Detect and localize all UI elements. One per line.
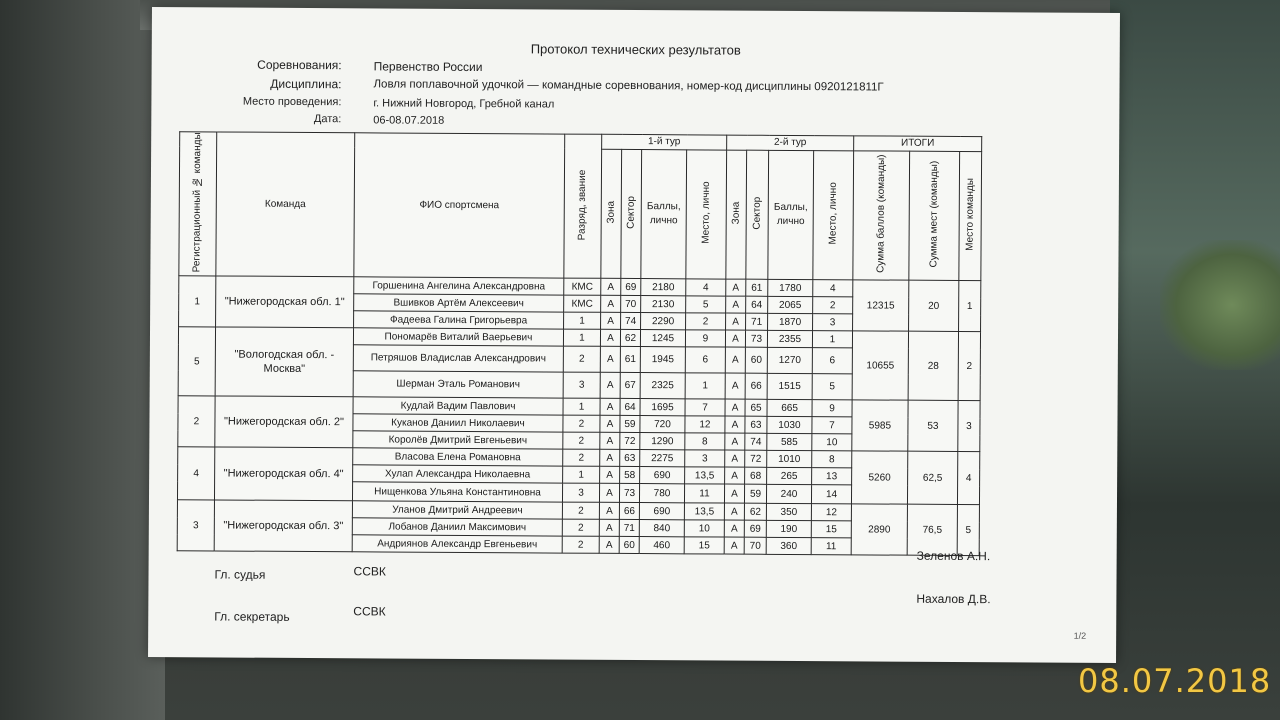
team-name: "Нижегородская обл. 2" [215, 396, 353, 448]
team-sum-points: 12315 [853, 280, 909, 331]
points-1: 1695 [640, 399, 685, 416]
sector-1: 66 [619, 502, 639, 519]
page-number: 1/2 [1073, 630, 1087, 641]
reg-number: 3 [177, 500, 214, 551]
athlete-name: Власова Елена Романовна [353, 448, 563, 466]
judge-category: ССВК [353, 564, 386, 579]
team-sum-points: 10655 [852, 331, 908, 400]
team-sum-places: 76,5 [907, 504, 957, 555]
place-1: 10 [684, 520, 724, 537]
zone-2: А [725, 399, 745, 416]
header-round1: 1-й тур [602, 134, 727, 150]
place-2: 15 [811, 521, 851, 538]
athlete-rank: 3 [562, 483, 599, 502]
sector-1: 74 [621, 312, 641, 329]
team-sum-places: 62,5 [907, 451, 957, 504]
sector-2: 66 [745, 373, 767, 399]
zone-2: А [724, 537, 744, 554]
sector-1: 62 [620, 329, 640, 346]
team-place: 3 [958, 400, 980, 451]
zone-1: А [600, 466, 620, 483]
header-points-2: Баллы, лично [768, 150, 814, 280]
document-title: Протокол технических результатов [530, 41, 741, 58]
place-1: 8 [685, 433, 725, 450]
athlete-name: Вшивков Артём Алексеевич [354, 294, 564, 312]
team-sum-places: 28 [908, 331, 958, 400]
judge-name: Зеленов А.Н. [916, 548, 991, 564]
athlete-rank: 3 [563, 372, 600, 398]
place-2: 3 [813, 314, 853, 331]
meta-value-date: 06-08.07.2018 [373, 114, 445, 127]
place-1: 7 [685, 399, 725, 416]
sector-1: 72 [620, 432, 640, 449]
reg-number: 2 [178, 396, 215, 447]
place-1: 6 [685, 347, 725, 373]
points-1: 2275 [640, 450, 685, 467]
zone-1: А [600, 449, 620, 466]
zone-2: А [725, 450, 745, 467]
team-sum-places: 53 [908, 400, 958, 451]
place-1: 4 [686, 279, 726, 296]
zone-2: А [726, 296, 746, 313]
points-1: 460 [639, 537, 684, 554]
place-2: 6 [812, 348, 852, 374]
athlete-name: Хулап Александра Николаевна [353, 465, 563, 483]
place-1: 13,5 [684, 503, 724, 520]
place-1: 3 [685, 450, 725, 467]
header-rank: Разряд, звание [564, 134, 602, 278]
sector-2: 65 [745, 399, 767, 416]
judge-label: Гл. судья [214, 567, 266, 582]
points-1: 2180 [641, 279, 686, 296]
zone-2: А [725, 330, 745, 347]
points-2: 2355 [767, 330, 812, 347]
team-sum-places: 20 [909, 280, 959, 331]
athlete-rank: 2 [562, 536, 599, 553]
secretary-label: Гл. секретарь [214, 609, 290, 624]
header-round2: 2-й тур [727, 135, 854, 151]
place-1: 9 [685, 330, 725, 347]
sector-2: 71 [746, 313, 768, 330]
zone-1: А [601, 312, 621, 329]
athlete-rank: 1 [563, 398, 600, 415]
meta-label-competition: Соревнования: [257, 57, 342, 73]
zone-1: А [600, 346, 620, 372]
header-place-2: Место, лично [813, 150, 854, 279]
points-1: 690 [639, 503, 684, 520]
header-place-1: Место, лично [686, 150, 727, 279]
athlete-rank: 1 [564, 312, 601, 329]
header-sum-places: Сумма мест (команды) [909, 151, 960, 281]
place-2: 1 [812, 331, 852, 348]
athlete-rank: 2 [563, 432, 600, 449]
zone-2: А [724, 503, 744, 520]
background-left [0, 0, 165, 720]
athlete-rank: КМС [564, 295, 601, 312]
team-sum-points: 5260 [851, 451, 907, 504]
points-2: 1010 [767, 450, 812, 467]
protocol-sheet [148, 7, 1120, 663]
place-2: 11 [811, 538, 851, 555]
zone-1: А [600, 415, 620, 432]
zone-2: А [725, 433, 745, 450]
place-2: 4 [813, 280, 853, 297]
zone-2: А [725, 373, 745, 399]
sector-2: 70 [744, 537, 766, 554]
athlete-name: Пономарёв Виталий Ваерьевич [353, 328, 563, 346]
points-2: 1870 [768, 313, 813, 330]
sector-1: 70 [621, 295, 641, 312]
sector-2: 60 [745, 347, 767, 373]
background-right [1110, 0, 1280, 720]
athlete-name: Фадеева Галина Григорьевра [354, 311, 564, 329]
team-place: 2 [958, 331, 980, 400]
team-name: "Нижегородская обл. 1" [216, 276, 354, 328]
zone-1: А [599, 519, 619, 536]
header-totals: ИТОГИ [854, 136, 982, 152]
place-2: 14 [811, 485, 851, 504]
sector-2: 61 [746, 279, 768, 296]
place-1: 11 [684, 484, 724, 503]
points-1: 1245 [640, 330, 685, 347]
sector-2: 59 [744, 484, 766, 503]
zone-1: А [599, 536, 619, 553]
sector-1: 58 [620, 466, 640, 483]
place-1: 15 [684, 537, 724, 554]
place-2: 2 [813, 297, 853, 314]
points-2: 665 [767, 399, 812, 416]
team-name: "Нижегородская обл. 3" [214, 500, 352, 552]
place-2: 12 [811, 504, 851, 521]
athlete-name: Куканов Даниил Николаевич [353, 414, 563, 432]
zone-2: А [724, 484, 744, 503]
place-2: 13 [812, 468, 852, 485]
place-2: 8 [812, 451, 852, 468]
place-2: 9 [812, 400, 852, 417]
athlete-rank: 2 [563, 415, 600, 432]
points-1: 690 [640, 467, 685, 484]
team-place: 4 [957, 451, 979, 504]
header-zone-1: Зона [601, 149, 622, 278]
athlete-name: Андриянов Александр Евгеньевич [352, 535, 562, 553]
team-name: "Нижегородская обл. 4" [214, 447, 352, 501]
place-1: 12 [685, 416, 725, 433]
points-1: 2290 [641, 313, 686, 330]
sector-2: 64 [746, 296, 768, 313]
points-2: 2065 [768, 296, 813, 313]
points-2: 585 [767, 433, 812, 450]
points-1: 1290 [640, 433, 685, 450]
points-2: 240 [766, 484, 811, 503]
place-2: 10 [812, 434, 852, 451]
team-place: 1 [959, 280, 981, 331]
sector-2: 63 [745, 416, 767, 433]
athlete-rank: 1 [563, 329, 600, 346]
zone-2: А [725, 467, 745, 484]
zone-1: А [600, 329, 620, 346]
zone-1: А [601, 295, 621, 312]
sector-1: 64 [620, 398, 640, 415]
header-athlete: ФИО спортсмена [354, 133, 565, 278]
zone-1: А [599, 483, 619, 502]
points-1: 840 [639, 520, 684, 537]
sector-2: 69 [744, 520, 766, 537]
reg-number: 5 [178, 327, 215, 396]
header-reg-no: Регистрационный № команды [179, 132, 217, 276]
zone-2: А [725, 416, 745, 433]
place-1: 1 [685, 373, 725, 399]
sector-2: 74 [745, 433, 767, 450]
athlete-name: Нищенкова Ульяна Константиновна [352, 482, 562, 502]
header-sector-1: Сектор [621, 149, 642, 278]
zone-2: А [726, 279, 746, 296]
meta-value-competition: Первенство России [373, 59, 483, 75]
athlete-name: Уланов Дмитрий Андреевич [352, 501, 562, 519]
header-sector-2: Сектор [746, 150, 769, 279]
zone-1: А [599, 502, 619, 519]
secretary-name: Нахалов Д.В. [916, 591, 991, 607]
points-1: 780 [639, 484, 684, 503]
meta-label-date: Дата: [313, 113, 342, 126]
athlete-name: Горшенина Ангелина Александровна [354, 277, 564, 295]
points-2: 1780 [768, 279, 813, 296]
sector-2: 68 [745, 467, 767, 484]
points-1: 2130 [641, 296, 686, 313]
header-zone-2: Зона [726, 150, 747, 279]
reg-number: 1 [179, 276, 216, 327]
meta-value-discipline: Ловля поплавочной удочкой — командные соревнования, номер-код дисциплины 0920121811Г [373, 78, 884, 94]
athlete-name: Кудлай Вадим Павлович [353, 397, 563, 415]
points-1: 720 [640, 416, 685, 433]
place-1: 5 [686, 296, 726, 313]
place-1: 2 [686, 313, 726, 330]
place-1: 13,5 [685, 467, 725, 484]
zone-1: А [601, 278, 621, 295]
athlete-name: Лобанов Даниил Максимович [352, 518, 562, 536]
athlete-rank: 2 [562, 519, 599, 536]
header-team-place: Место команды [959, 151, 982, 280]
athlete-rank: 2 [563, 449, 600, 466]
photo-date-stamp: 08.07.2018 [1078, 662, 1272, 700]
meta-label-discipline: Дисциплина: [270, 76, 342, 92]
athlete-name: Петряшов Владислав Александрович [353, 345, 563, 372]
points-2: 360 [766, 537, 811, 554]
background-foliage [1160, 240, 1280, 370]
place-2: 5 [812, 374, 852, 400]
zone-2: А [725, 347, 745, 373]
points-2: 1515 [767, 373, 812, 399]
zone-2: А [726, 313, 746, 330]
points-2: 265 [767, 467, 812, 484]
team-sum-points: 5985 [852, 400, 908, 451]
team-sum-points: 2890 [851, 504, 907, 555]
zone-1: А [600, 372, 620, 398]
sector-1: 60 [619, 536, 639, 553]
points-2: 350 [766, 503, 811, 520]
header-team: Команда [216, 132, 355, 277]
sector-1: 63 [620, 449, 640, 466]
athlete-rank: 2 [562, 502, 599, 519]
meta-label-venue: Место проведения: [242, 95, 342, 109]
reg-number: 4 [177, 447, 214, 500]
results-table [177, 131, 983, 556]
athlete-rank: 2 [563, 346, 600, 372]
sector-1: 69 [621, 278, 641, 295]
secretary-category: ССВК [353, 604, 386, 619]
athlete-rank: 1 [563, 466, 600, 483]
place-2: 7 [812, 417, 852, 434]
header-row-top [180, 132, 982, 152]
header-points-1: Баллы, лично [641, 149, 687, 279]
sector-1: 71 [619, 519, 639, 536]
points-2: 1030 [767, 416, 812, 433]
points-2: 1270 [767, 347, 812, 373]
athlete-rank: КМС [564, 278, 601, 295]
zone-1: А [600, 432, 620, 449]
points-1: 2325 [640, 373, 685, 399]
points-1: 1945 [640, 347, 685, 373]
header-sum-points: Сумма баллов (команды) [853, 151, 910, 281]
athlete-name: Королёв Дмитрий Евгеньевич [353, 431, 563, 449]
sector-2: 72 [745, 450, 767, 467]
points-2: 190 [766, 520, 811, 537]
sector-1: 61 [620, 346, 640, 372]
sector-1: 73 [619, 483, 639, 502]
zone-2: А [724, 520, 744, 537]
sector-2: 62 [744, 503, 766, 520]
zone-1: А [600, 398, 620, 415]
athlete-name: Шерман Эталь Романович [353, 371, 563, 398]
sector-1: 59 [620, 415, 640, 432]
sector-2: 73 [745, 330, 767, 347]
team-place: 5 [957, 504, 979, 555]
team-name: "Вологодская обл. - Москва" [215, 327, 353, 397]
meta-value-venue: г. Нижний Новгород, Гребной канал [373, 97, 555, 111]
sector-1: 67 [620, 372, 640, 398]
